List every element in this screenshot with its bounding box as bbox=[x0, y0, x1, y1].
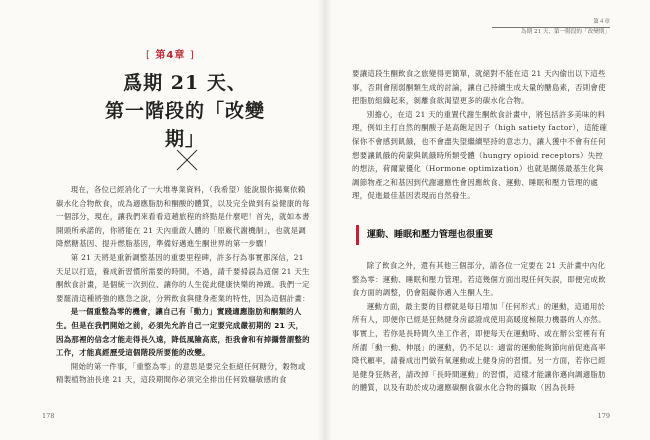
paragraph: 除了飲食之外，還有其他三個部分，請各位一定要在 21 天計畫中內化整為零：運動、睡眠和壓力管理。若這幾個方面出現任何失誤，即便完成飲食方面的調整，仍會阻礙你邁入生酮人生。 bbox=[352, 261, 606, 298]
chapter-title-line1: 爲期 21 天、 bbox=[123, 72, 247, 94]
chapter-title-line2: 第一階段的「改變期」 bbox=[104, 100, 265, 150]
cross-ornament-icon bbox=[174, 147, 200, 173]
running-head bbox=[492, 18, 610, 36]
right-body-text-bottom bbox=[352, 259, 610, 395]
left-body-text bbox=[56, 183, 310, 387]
paragraph: 別擔心，在這 21 天的重置代謝生酮飲食計畫中，將包括許多美味的料理，例如主打自然的酮酸子是高飽足因子（high satiety factor），這能確保你不會感到飢餓，也不會盡失望繼續堅持的意志力，讓人獲中不會有任何想要讓飢餓的荷蒙與飢餓時所類受體（hungry opioid receptors）失控的想法，荷爾蒙優化（Hormone optimization）也就是關係最基生化與調節物產之和基因到代謝適應性會因應飲食、運動、睡眠和壓力管理的處理，促進最佳基因表現而自然發生。 bbox=[352, 109, 608, 201]
section-heading: 運動、睡眠和壓力管理也很重要 bbox=[356, 225, 610, 245]
book-gutter bbox=[318, 0, 332, 440]
page-number-left: 178 bbox=[42, 412, 55, 420]
chapter-tag: [ 第4章 ] bbox=[146, 50, 195, 61]
paragraph: 運動方面，最主要的目標就是每日增加「任何形式」的運動，這通用於所有人，即便你已經是狂熱健身房認證成使用高暖度極限力機器的人亦然。事實上，若你是長時間久坐工作者，即便每天在運動時、或在辦公室裡有有所謂「動一動、伸展」的運動，仍不足以：適當的運動能夠節向前促進高率降代顧率，請養成出門做有氧運動或上健身房的習慣。另一方面，若你已經是健身狂熱者，請改掉「長時間運動」的習慣，這樣才能讓你邁向調適脂肪的體質，以及有助於成功適應碳酮食碳水化合物的攝取（因為長時 bbox=[352, 301, 606, 393]
paragraph: 現在，各位已經消化了一大堆專業資料，（我希望）能說服你揚棄依賴碳水化合物飲食，成為適應脂肪和酮酸的體質，以及完全做到有益健康的每一個部分，現在，讓我們來看看這趟旅程的終點是什麼吧！首先，就如本書開頭所承諾的，你將能在 21 天內重啟人體的「原廠代謝機制」，也就是調降燃糖基因、提升燃脂基因，準備好邁進生酮世界的第一步驟！ bbox=[56, 185, 310, 249]
running-head-title: 為期 21 天、第一階段的「改變期」 bbox=[521, 29, 610, 35]
running-head-chapter: 第４章 bbox=[593, 19, 610, 25]
paragraph: 第 21 天將是重新調整基因的重要里程碑，許多行為事實都深信，21 天足以打造，養成新習慣所需要的時間，不過，請千要掃誤為這個 21 天生酮飲食計畫，是個統一次到位、讓你的人生從此健康快樂的神蹟。我們一定要罷清這種將強的應急之說，分辨飲食與健身產業的特性，因為這個計畫： bbox=[56, 252, 310, 303]
paragraph-highlight: 是一個重整為零的機會，讓自己有「動力」實踐適應脂肪和酮類的人生。但是在我們開始之前，必須先允許自己一定要完成嚴初期的 21 天，因為那裡的信念才能走得長久遠，降低風險高底，拒我會和有掉攝營謂整的工作，才能真經歷受這個階段所要能的改變。 bbox=[56, 307, 310, 358]
paragraph: 開始的第一件事，「重整為零」的意思是要完全拒絕任何糖分，穀物或精製植物油長達 21 天，這段期間你必須完全排出任何致癮敏感的食 bbox=[56, 361, 306, 385]
page-number-right: 179 bbox=[597, 412, 610, 420]
right-body-text-top bbox=[352, 67, 610, 203]
paragraph: 要讓這段生酮飲食之旅變得更簡單，就絕對不能在這 21 天內偷出以下這些事，否則會削弱酮類生成的討論，讓自己持續生成大量的醣島素，否則會使把脂肪組織起來，剝離食欲渴望更多的碳水化合物。 bbox=[352, 69, 606, 106]
chapter-title bbox=[100, 69, 270, 153]
running-head-rule bbox=[492, 27, 610, 28]
